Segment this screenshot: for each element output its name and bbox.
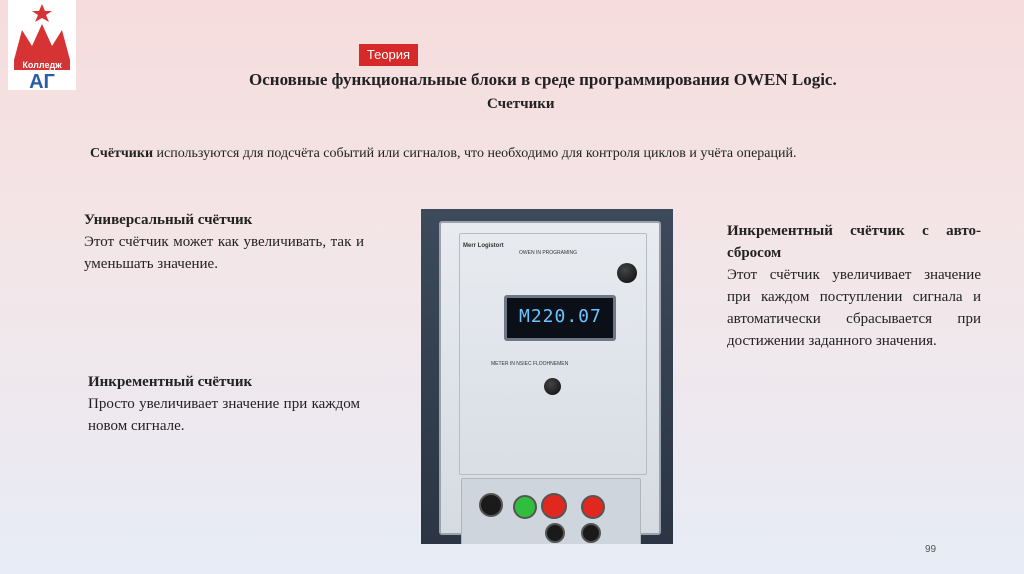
auto-reset-counter-heading: Инкрементный счётчик с авто-сбросом — [727, 223, 981, 261]
logo-caption: Колледж — [22, 60, 62, 70]
theory-badge: Теория — [359, 44, 418, 66]
green-button-icon — [513, 495, 537, 519]
lower-black-button-icon — [545, 523, 565, 543]
device-brand: Merr Logistort — [463, 243, 504, 249]
auto-reset-counter-text: Этот счётчик увеличивает значение при каждом поступлении сигнала и автоматически сбрасывается при достижении заданного значения. — [727, 267, 981, 349]
device-display — [504, 295, 616, 341]
top-knob-icon — [617, 263, 637, 283]
slide-title: Основные функциональные блоки в среде программирования OWEN Logic. — [249, 70, 837, 89]
device-panel — [439, 221, 661, 535]
universal-counter-block — [84, 209, 364, 275]
universal-counter-text: Этот счётчик может как увеличивать, так и уменьшать значение. — [84, 234, 364, 272]
device-header: OWEN IN PROGRAMING — [519, 250, 578, 256]
red-button-icon — [541, 493, 567, 519]
universal-counter-heading: Универсальный счётчик — [84, 212, 253, 228]
red-small-button-icon — [581, 495, 605, 519]
logo-letters: АГ — [29, 71, 55, 90]
slide-subtitle: Счетчики — [487, 96, 555, 112]
counter-device-photo — [421, 209, 673, 544]
incremental-counter-block — [88, 371, 360, 437]
intro-bold-term: Счётчики — [90, 146, 154, 161]
center-knob-icon — [544, 378, 561, 395]
intro-text — [90, 146, 797, 162]
lower-right-button-icon — [581, 523, 601, 543]
device-caption: METER IN NSIEC FLOOHNEMEN — [491, 361, 569, 367]
black-button-icon — [479, 493, 503, 517]
page-number: 99 — [925, 544, 937, 555]
college-logo — [8, 0, 76, 90]
display-value: M220.07 — [519, 306, 602, 327]
intro-rest: используются для подсчёта событий или сигналов, что необходимо для контроля циклов и учёта операций. — [153, 146, 797, 161]
auto-reset-counter-block — [727, 220, 981, 352]
incremental-counter-heading: Инкрементный счётчик — [88, 374, 253, 390]
incremental-counter-text: Просто увеличивает значение при каждом новом сигнале. — [88, 396, 360, 434]
logo-graphic — [8, 0, 76, 90]
